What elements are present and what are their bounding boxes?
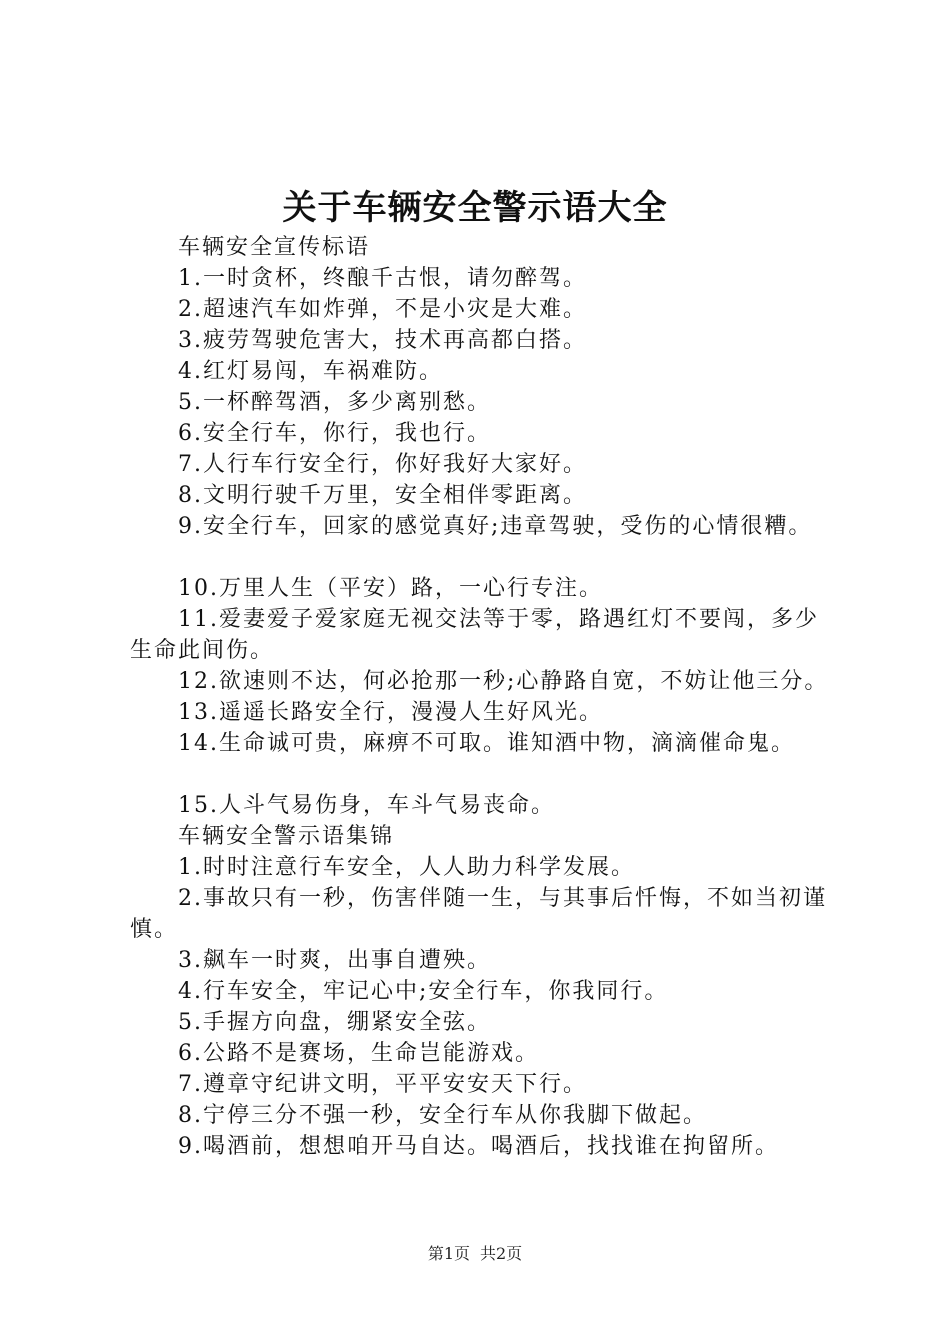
slogan-item: 3.疲劳驾驶危害大，技术再高都白搭。 <box>178 328 587 353</box>
slogan-item: 8.文明行驶千万里，安全相伴零距离。 <box>178 483 587 508</box>
slogan-item: 7.人行车行安全行，你好我好大家好。 <box>178 452 587 477</box>
slogan-item: 10.万里人生（平安）路，一心行专注。 <box>178 576 603 601</box>
section-heading-publicity: 车辆安全宣传标语 <box>178 235 371 260</box>
warning-item: 1.时时注意行车安全，人人助力科学发展。 <box>178 855 635 880</box>
paragraph-gap <box>130 542 840 573</box>
slogan-item: 1.一时贪杯，终酿千古恨，请勿醉驾。 <box>178 266 587 291</box>
slogan-item: 11.爱妻爱子爱家庭无视交法等于零，路遇红灯不要闯，多少生命此间伤。 <box>130 607 819 663</box>
page-total: 共2页 <box>480 1244 523 1263</box>
warning-item: 4.行车安全，牢记心中;安全行车，你我同行。 <box>178 979 669 1004</box>
warning-item: 9.喝酒前，想想咱开马自达。喝酒后，找找谁在拘留所。 <box>178 1134 779 1159</box>
slogan-item: 15.人斗气易伤身，车斗气易丧命。 <box>178 793 555 818</box>
warning-item: 5.手握方向盘，绷紧安全弦。 <box>178 1010 491 1035</box>
document-title: 关于车辆安全警示语大全 <box>282 188 668 228</box>
slogan-item: 9.安全行车，回家的感觉真好;违章驾驶，受伤的心情很糟。 <box>178 514 813 539</box>
section-heading-warnings: 车辆安全警示语集锦 <box>178 824 395 849</box>
slogan-item: 5.一杯醉驾酒，多少离别愁。 <box>178 390 491 415</box>
page-footer <box>0 1244 950 1264</box>
warning-item: 8.宁停三分不强一秒，安全行车从你我脚下做起。 <box>178 1103 707 1128</box>
slogan-item: 13.遥遥长路安全行，漫漫人生好风光。 <box>178 700 603 725</box>
slogan-item: 12.欲速则不达，何必抢那一秒;心静路自宽，不妨让他三分。 <box>178 669 829 694</box>
warning-item: 2.事故只有一秒，伤害伴随一生，与其事后忏悔，不如当初谨慎。 <box>130 886 827 942</box>
page-number: 第1页 <box>427 1244 470 1263</box>
document-body <box>130 232 840 1162</box>
warning-item: 7.遵章守纪讲文明，平平安安天下行。 <box>178 1072 587 1097</box>
warning-item: 6.公路不是赛场，生命岂能游戏。 <box>178 1041 539 1066</box>
paragraph-gap <box>130 759 840 790</box>
slogan-item: 14.生命诚可贵，麻痹不可取。谁知酒中物，滴滴催命鬼。 <box>178 731 795 756</box>
slogan-item: 4.红灯易闯，车祸难防。 <box>178 359 443 384</box>
slogan-item: 2.超速汽车如炸弹，不是小灾是大难。 <box>178 297 587 322</box>
slogan-item: 6.安全行车，你行，我也行。 <box>178 421 491 446</box>
warning-item: 3.飙车一时爽，出事自遭殃。 <box>178 948 491 973</box>
